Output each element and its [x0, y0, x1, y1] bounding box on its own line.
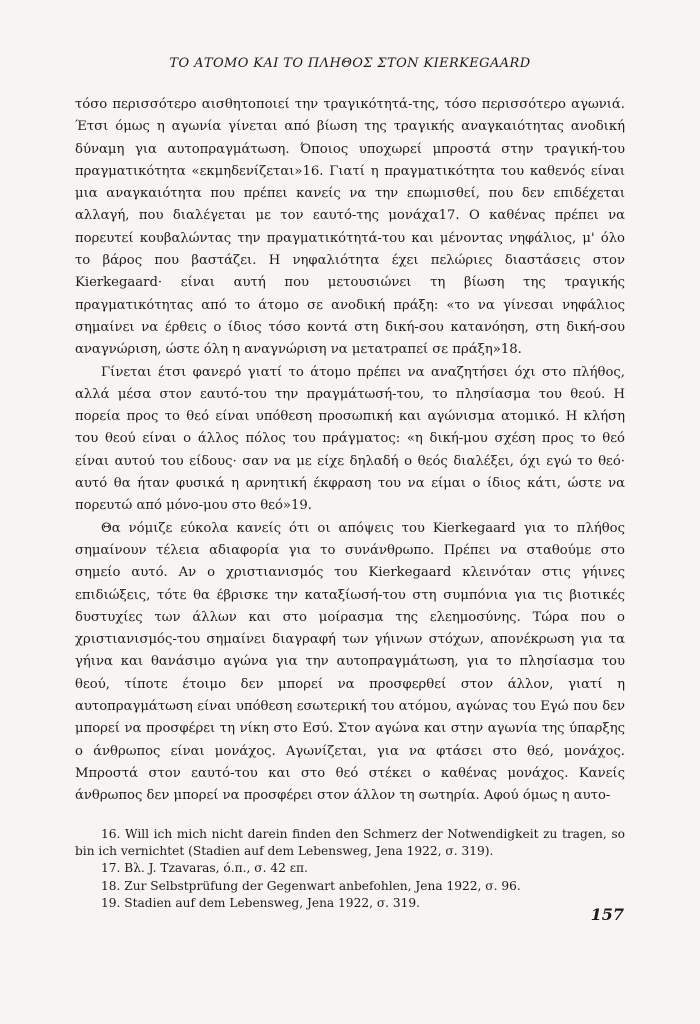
running-head: ΤΟ ΑΤΟΜΟ ΚΑΙ ΤΟ ΠΛΗΘΟΣ ΣΤΟΝ KIERKEGAARD [169, 56, 531, 71]
footnote-18: 18. Zur Selbstprüfung der Gegenwart anbefohlen, Jena 1922, σ. 96. [101, 878, 521, 893]
footnote-16: 16. Will ich mich nicht darein finden den Schmerz der Notwendigkeit zu tragen, so bin ich vernichtet (Stadien auf dem Lebensweg, Jena 1922, σ. 319). [75, 827, 625, 859]
footnotes [75, 826, 625, 912]
page-number: 157 [590, 905, 624, 924]
footnote-17: 17. Βλ. J. Tzavaras, ό.π., σ. 42 επ. [101, 861, 308, 876]
paragraph-1: τόσο περισσότερο αισθητοποιεί την τραγικότητά-της, τόσο περισσότερο αγωνιά. Έτσι όμως η αγωνία γίνεται από βίωση της τραγικής αναγκαιότητας ανοδική δύναμη για αυτοπραγμάτωση. Όποιος υποχωρεί μπροστά στην τραγική-του πραγματικότητα «εκμηδενίζεται»16. Γιατί η πραγματικότητα του καθενός είναι μια αναγκαιότητα που πρέπει κανείς να την επωμισθεί, που δεν επιδέχεται αλλαγή, που διαλέγεται με τον εαυτό-της μονάχα17. Ο καθένας πρέπει να πορευτεί κουβαλώντας την πραγματικότητά-του και μένοντας νηφάλιος, μ' όλο το βάρος που βαστάζει. Η νηφαλιότητα έχει πελώριες διαστάσεις στον Kierkegaard· είναι αυτή που μετουσιώνει τη βίωση της τραγικής πραγματικότητας από το άτομο σε ανοδική πράξη: «το να γίνεσαι νηφάλιος σημαίνει να έρθεις ο ίδιος τόσο κοντά στη δική-σου κατανόηση, στη δική-σου αναγνώριση, ώστε όλη η αναγνώριση να μετατραπεί σε πράξη»18. [75, 97, 625, 358]
paragraph-2: Γίνεται έτσι φανερό γιατί το άτομο πρέπει να αναζητήσει όχι στο πλήθος, αλλά μέσα στον εαυτό-του την πραγμάτωσή-του, το πλησίασμα του θεού. Η πορεία προς το θεό είναι υπόθεση προσωπική και αγώνισμα ατομικό. Η κλήση του θεού είναι ο άλλος πόλος του πράγματος: «η δική-μου σχέση προς το θεό είναι αυτού του είδους· σαν να με είχε δηλαδή ο θεός διαλέξει, όχι εγώ το θεό· αυτό θα ήταν φυσικά η αρνητική έκφραση του να είμαι ο ίδιος κάτι, ώστε να πορευτώ από μόνο-μου στο θεό»19. [75, 364, 625, 514]
paragraph-3: Θα νόμιζε εύκολα κανείς ότι οι απόψεις του Kierkegaard για το πλήθος σημαίνουν τέλεια αδιαφορία για το συνάνθρωπο. Πρέπει να σταθούμε στο σημείο αυτό. Αν ο χριστιανισμός του Kierkegaard κλεινόταν στις γήινες επιδιώξεις, τότε θα έβρισκε την καταξίωσή-του στη συμπόνια για τις βιοτικές δυστυχίες των άλλων και στο μοίρασμα της ελεημοσύνης. Τώρα που ο χριστιανισμός-του σημαίνει διαγραφή των γήινων στόχων, απονέκρωση για τα γήινα και θανάσιμο αγώνα για την αυτοπραγμάτωση, για το πλησίασμα του θεού, τίποτε έτοιμο δεν μπορεί να προσφερθεί στον άλλον, γιατί η αυτοπραγμάτωση είναι υπόθεση εσωτερική του ατόμου, αγώνας του Εγώ που δεν μπορεί να προσφέρει τη νίκη στο Εσύ. Στον αγώνα και στην αγωνία της ύπαρξης ο άνθρωπος είναι μονάχος. Αγωνίζεται, για να φτάσει στο θεό, μονάχος. Μπροστά στον εαυτό-του και στο θεό στέκει ο καθένας μονάχος. Κανείς άνθρωπος δεν μπορεί να προσφέρει στον άλλον τη σωτηρία. Αφού όμως η αυτο- [75, 520, 625, 804]
body-text [75, 94, 625, 808]
footnote-19: 19. Stadien auf dem Lebensweg, Jena 1922, σ. 319. [101, 895, 421, 910]
